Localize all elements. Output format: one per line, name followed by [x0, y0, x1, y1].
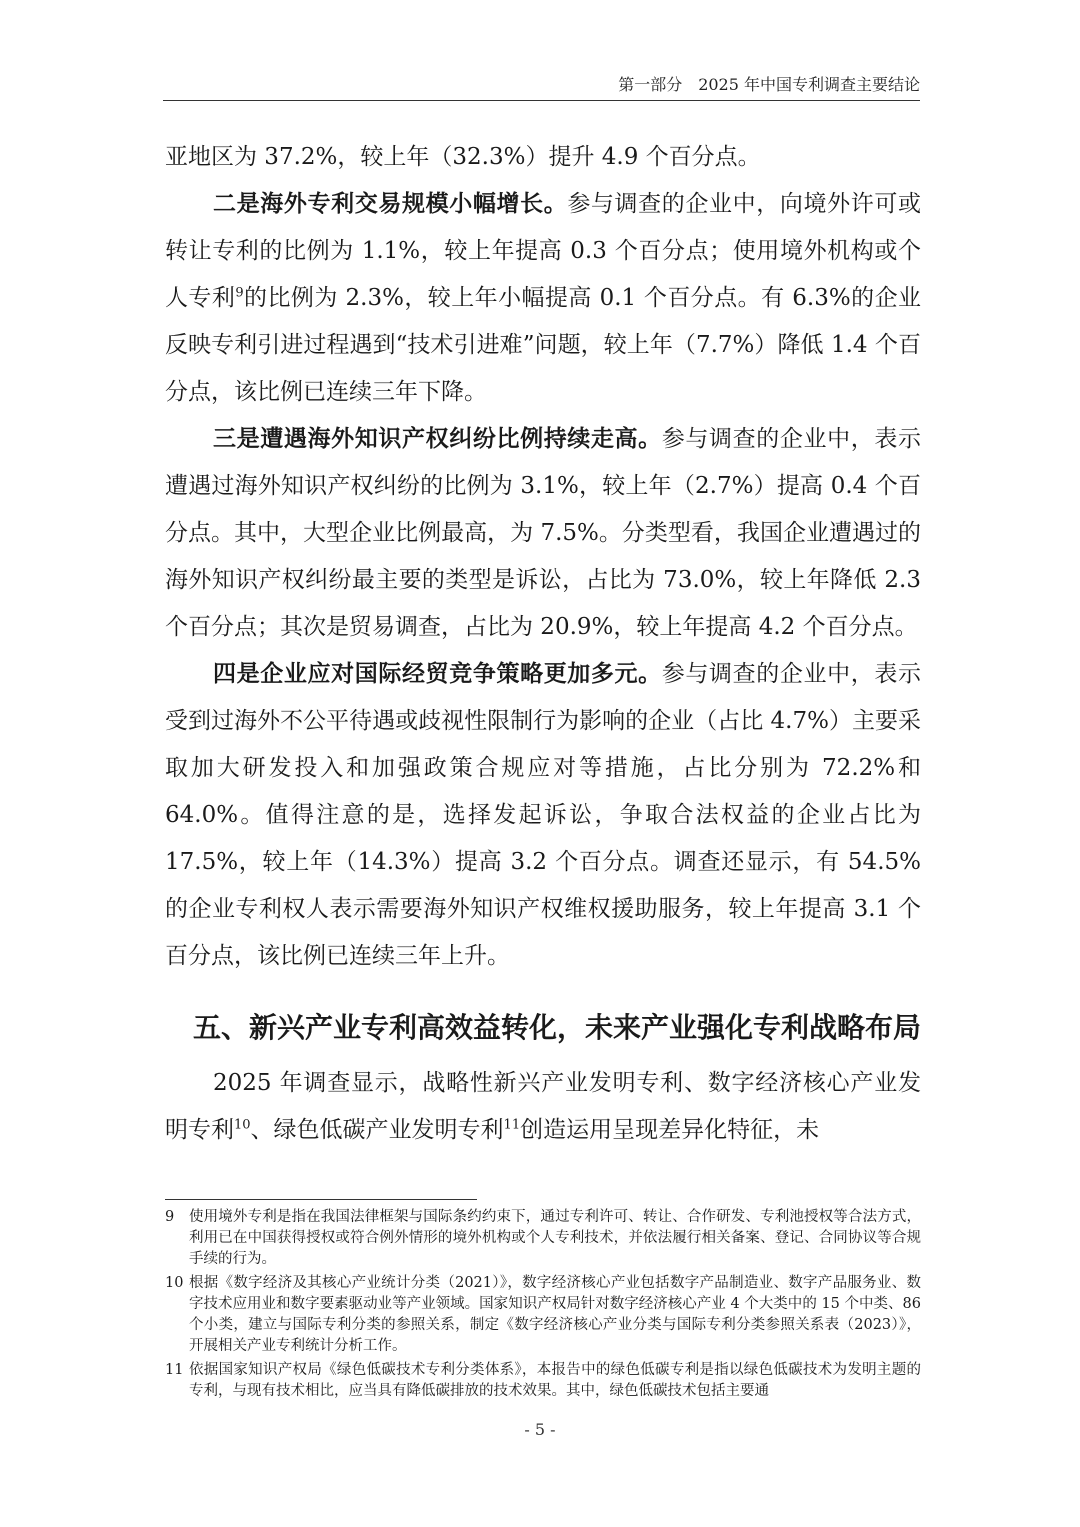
paragraph-5 [165, 1060, 921, 1154]
main-text [165, 134, 921, 1154]
paragraph-2-lead: 二是海外专利交易规模小幅增长。 [213, 191, 568, 217]
paragraph-1 [165, 134, 921, 181]
running-header [163, 72, 920, 101]
paragraph-3-lead: 三是遭遇海外知识产权纠纷比例持续走高。 [213, 426, 662, 452]
footnote-separator [165, 1199, 477, 1200]
footnote-11 [165, 1360, 921, 1402]
footnote-number: 11 [165, 1362, 184, 1378]
paragraph-2-text: 参与调查的企业中，向境外许可或转让专利的比例为 1.1%，较上年提高 0.3 个百分点；使用境外机构或个人专利 [165, 191, 922, 311]
paragraph-5-text: 2025 年调查显示，战略性新兴产业发明专利、数字经济核心产业发明专利 [165, 1070, 921, 1143]
paragraph-4-lead: 四是企业应对国际经贸竞争策略更加多元。 [213, 661, 662, 687]
footnote-text: 依据国家知识产权局《绿色低碳技术专利分类体系》，本报告中的绿色低碳专利是指以绿色低碳技术为发明主题的专利，与现有技术相比，应当具有降低碳排放的技术效果。其中，绿色低碳技术包括主要通 [189, 1362, 921, 1399]
page-number: - 5 - [524, 1420, 556, 1439]
footnote-ref-10: 10 [234, 1117, 251, 1133]
paragraph-5-text-end: 创造运用呈现差异化特征，未 [520, 1117, 820, 1143]
paragraph-3-text: 参与调查的企业中，表示遭遇过海外知识产权纠纷的比例为 3.1%，较上年（2.7%）提高 0.4 个百分点。其中，大型企业比例最高，为 7.5%。分类型看，我国企业遭遇过的海外知识产权纠纷最主要的类型是诉讼，占比为 73.0%，较上年降低 2.3 个百分点；其次是贸易调查，占比为 20.9%，较上年提高 4.2 个百分点。 [165, 426, 922, 640]
footnote-text: 使用境外专利是指在我国法律框架与国际条约约束下，通过专利许可、转让、合作研发、专利池授权等合法方式，利用已在中国获得授权或符合例外情形的境外机构或个人专利技术，并依法履行相关备案、登记、合同协议等合规手续的行为。 [189, 1209, 921, 1267]
footnote-ref-9: 9 [235, 285, 244, 301]
footnote-ref-11: 11 [503, 1117, 521, 1133]
footnote-10 [165, 1273, 921, 1357]
footnote-text: 根据《数字经济及其核心产业统计分类（2021）》，数字经济核心产业包括数字产品制造业、数字产品服务业、数字技术应用业和数字要素驱动业等产业领域。国家知识产权局针对数字经济核心产业 4 个大类中的 15 个中类、86 个小类，建立与国际专利分类的参照关系，制定《数字经济核心产业分类与国际专利分类参照关系表（2023）》，开展相关产业专利统计分析工作。 [189, 1275, 921, 1354]
footnote-number: 10 [165, 1275, 184, 1291]
footnotes [165, 1207, 921, 1405]
paragraph-4 [165, 651, 921, 980]
paragraph-1-text: 亚地区为 37.2%，较上年（32.3%）提升 4.9 个百分点。 [165, 144, 761, 170]
paragraph-2-text-cont: 的比例为 2.3%，较上年小幅提高 0.1 个百分点。有 6.3%的企业反映专利引进过程遇到“技术引进难”问题，较上年（7.7%）降低 1.4 个百分点，该比例已连续三年下降。 [165, 285, 922, 405]
running-header-text: 第一部分 2025 年中国专利调查主要结论 [618, 75, 920, 94]
section-heading: 五、新兴产业专利高效益转化，未来产业强化专利战略布局 [193, 1011, 922, 1044]
paragraph-3 [165, 416, 921, 651]
footnote-number: 9 [165, 1209, 175, 1225]
paragraph-4-text: 参与调查的企业中，表示受到过海外不公平待遇或歧视性限制行为影响的企业（占比 4.7%）主要采取加大研发投入和加强政策合规应对等措施，占比分别为 72.2%和 64.0%。值得注意的是，选择发起诉讼，争取合法权益的企业占比为 17.5%，较上年（14.3%）提高 3.2 个百分点。调查还显示，有 54.5%的企业专利权人表示需要海外知识产权维权援助服务，较上年提高 3.1 个百分点，该比例已连续三年上升。 [165, 661, 922, 969]
footnote-9 [165, 1207, 921, 1270]
paragraph-2 [165, 181, 921, 416]
paragraph-5-text-cont: 、绿色低碳产业发明专利 [250, 1117, 504, 1143]
